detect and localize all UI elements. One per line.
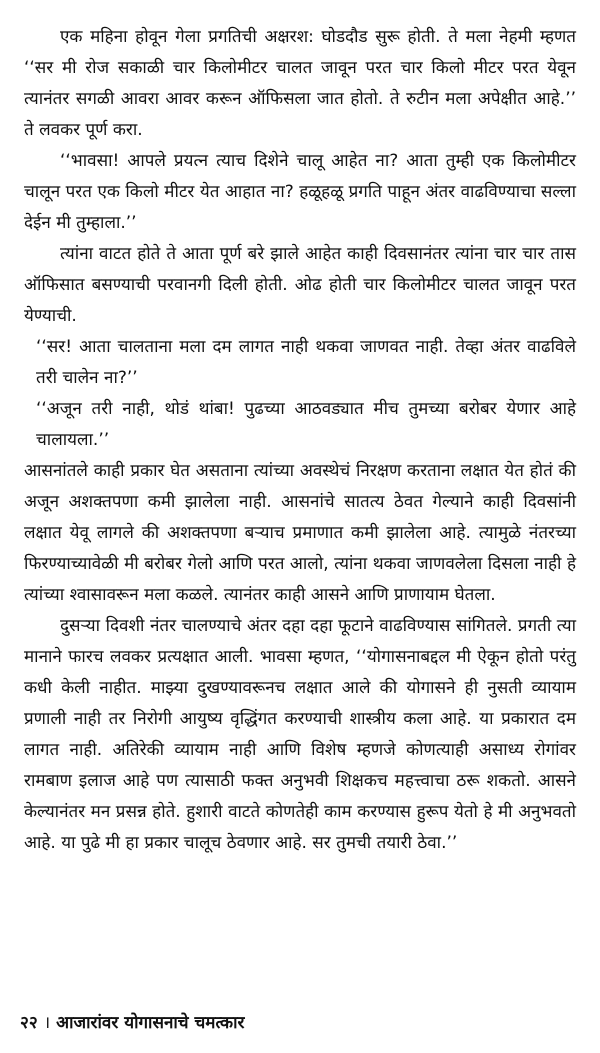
paragraph-1: एक महिना होवून गेला प्रगतिची अक्षरश: घोडदौड सुरू होती. ते मला नेहमी म्हणत ‘‘सर मी रोज सकाळी चार किलोमीटर चालत जावून परत चार किलो मीटर परत येवून त्यानंतर सगळी आवरा आवर करून ऑफिसला जात होतो. ते रुटीन मला अपेक्षीत आहे.’’ ते लवकर पूर्ण करा. <box>24 27 576 140</box>
paragraph-2: ‘‘भावसा! आपले प्रयत्न त्याच दिशेने चालू आहेत ना? आता तुम्ही एक किलोमीटर चालून परत एक किलो मीटर येत आहात ना? हळूहळू प्रगति पाहून अंतर वाढविण्याचा सल्ला देईन मी तुम्हाला.’’ <box>24 151 576 233</box>
paragraph-5: दुसऱ्या दिवशी नंतर चालण्याचे अंतर दहा दहा फूटाने वाढविण्यास सांगितले. प्रगती त्या मानाने फारच लवकर प्रत्यक्षात आली. भावसा म्हणत, ‘‘योगासनाबद्दल मी ऐकून होतो परंतु कधी केली नाहीत. माझ्या दुखण्यावरूनच लक्षात आले की योगासने ही नुसती व्यायाम प्रणाली नाही तर निरोगी आयुष्य वृद्धिंगत करण्याची शास्त्रीय कला आहे. या प्रकारात दम लागत नाही. अतिरेकी व्यायाम नाही आणि विशेष म्हणजे कोणत्याही असाध्य रोगांवर रामबाण इलाज आहे पण त्यासाठी फक्त अनुभवी शिक्षकच महत्त्वाचा ठरू शकतो. आसने केल्यानंतर मन प्रसन्न होते. हुशारी वाटते कोणतेही काम करण्यास हुरूप येतो हे मी अनुभवतो आहे. या पुढे मी हा प्रकार चालूच ठेवणार आहे. सर तुमची तयारी ठेवा.’’ <box>24 616 576 853</box>
paragraph-4: आसनांतले काही प्रकार घेत असताना त्यांच्या अवस्थेचं निरक्षण करताना लक्षात येत होतं की अजून अशक्तपणा कमी झालेला नाही. आसनांचे सातत्य ठेवत गेल्याने काही दिवसांनी लक्षात येवू लागले की अशक्तपणा बऱ्याच प्रमाणात कमी झालेला आहे. त्यामुळे नंतरच्या फिरण्याच्यावेळी मी बरोबर गेलो आणि परत आलो, त्यांना थकवा जाणवलेला दिसला नाही हे त्यांच्या श्वासावरून मला कळले. त्यानंतर काही आसने आणि प्राणायाम घेतला. <box>24 461 576 605</box>
paragraph-3: त्यांना वाटत होते ते आता पूर्ण बरे झाले आहेत काही दिवसानंतर त्यांना चार चार तास ऑफिसात बसण्याची परवानगी दिली होती. ओढ होती चार किलोमीटर चालत जावून परत येण्याची. <box>24 244 576 326</box>
dialogue-2: ‘‘अजून तरी नाही, थोडं थांबा! पुढच्या आठवड्यात मीच तुमच्या बरोबर येणार आहे चालायला.’’ <box>36 399 576 450</box>
footer-separator: । <box>43 1013 51 1033</box>
dialogue-1: ‘‘सर! आता चालताना मला दम लागत नाही थकवा जाणवत नाही. तेव्हा अंतर वाढविले तरी चालेन ना?’’ <box>36 337 576 388</box>
page-footer <box>20 1010 244 1033</box>
book-title: आजारांवर योगासनाचे चमत्कार <box>56 1013 245 1033</box>
page-number: २२ <box>20 1013 38 1033</box>
